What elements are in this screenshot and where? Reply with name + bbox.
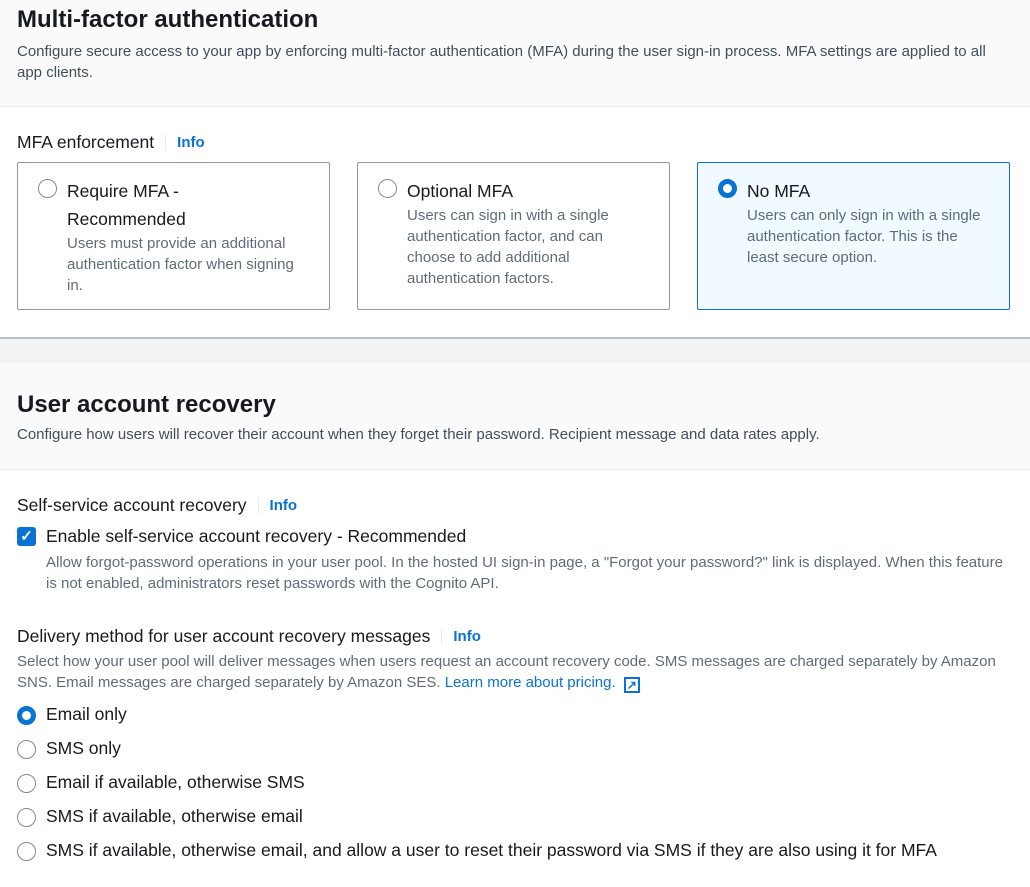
- option-title: No MFA: [747, 181, 811, 201]
- self-service-label: Self-service account recovery: [17, 495, 247, 515]
- delivery-label-row: [17, 626, 1013, 647]
- delivery-option[interactable]: [17, 697, 1013, 731]
- delivery-option[interactable]: [17, 731, 1013, 765]
- mfa-description: Configure secure access to your app by enforcing multi-factor authentication (MFA) during the user sign-in process. MFA settings are applied to all app clients.: [17, 43, 986, 81]
- radio-button[interactable]: [17, 774, 36, 793]
- radio-button[interactable]: [378, 179, 397, 198]
- external-link-icon[interactable]: ↗: [624, 677, 640, 693]
- option-description: Users can only sign in with a single authentication factor. This is the least secure option.: [747, 207, 981, 266]
- option-label: Email only: [46, 703, 127, 724]
- self-service-info-link[interactable]: Info: [258, 497, 298, 514]
- delivery-description: [17, 651, 1013, 693]
- recovery-section: [0, 470, 1030, 867]
- pricing-link[interactable]: Learn more about pricing.: [444, 674, 616, 691]
- self-service-label-row: [17, 495, 1013, 516]
- recovery-title: User account recovery: [17, 391, 276, 418]
- mfa-option-none[interactable]: [697, 162, 1010, 310]
- mfa-info-link[interactable]: Info: [165, 134, 205, 151]
- radio-button[interactable]: [17, 842, 36, 861]
- radio-button-selected[interactable]: [718, 179, 737, 198]
- mfa-option-optional[interactable]: [357, 162, 670, 310]
- delivery-label: Delivery method for user account recovery messages: [17, 626, 431, 646]
- option-description: Users must provide an additional authentication factor when signing in.: [67, 235, 294, 294]
- mfa-title: Multi-factor authentication: [17, 6, 319, 33]
- enable-recovery-checkbox-row[interactable]: [17, 520, 1013, 552]
- delivery-option[interactable]: [17, 765, 1013, 799]
- delivery-option[interactable]: [17, 833, 1013, 867]
- enable-recovery-description: Allow forgot-password operations in your user pool. In the hosted UI sign-in page, a "Forgot your password?" link is displayed. When this feature is not enabled, administrators reset passwords with the Cognito API.: [46, 554, 1003, 592]
- mfa-header: [0, 0, 1030, 107]
- delivery-info-link[interactable]: Info: [441, 628, 481, 645]
- radio-button-selected[interactable]: [17, 706, 36, 725]
- radio-button[interactable]: [38, 179, 57, 198]
- radio-button[interactable]: [17, 740, 36, 759]
- option-title: Optional MFA: [407, 181, 514, 201]
- delivery-option[interactable]: [17, 799, 1013, 833]
- mfa-enforcement-label-row: [17, 132, 1013, 153]
- section-divider: [0, 337, 1030, 363]
- option-label: SMS if available, otherwise email, and allow a user to reset their password via SMS if they are also using it for MFA: [46, 839, 937, 860]
- delivery-description-text: Select how your user pool will deliver messages when users request an account recovery code. SMS messages are charged separately by Amazon SNS. Email messages are charged separately by Amazon SES.: [17, 653, 996, 691]
- mfa-enforcement-section: [0, 107, 1030, 337]
- option-title: Require MFA - Recommended: [67, 181, 186, 229]
- checkbox-checked-icon[interactable]: ✓: [17, 527, 36, 546]
- option-label: Email if available, otherwise SMS: [46, 771, 305, 792]
- option-label: SMS only: [46, 737, 121, 758]
- mfa-enforcement-label: MFA enforcement: [17, 132, 155, 152]
- mfa-option-require[interactable]: [17, 162, 330, 310]
- radio-button[interactable]: [17, 808, 36, 827]
- enable-recovery-label: Enable self-service account recovery - Recommended: [46, 525, 467, 546]
- option-label: SMS if available, otherwise email: [46, 805, 303, 826]
- option-description: Users can sign in with a single authentication factor, and can choose to add additional authentication factors.: [407, 207, 609, 287]
- recovery-header: [0, 363, 1030, 470]
- delivery-options: [17, 697, 1013, 867]
- recovery-description: Configure how users will recover their account when they forget their password. Recipient message and data rates apply.: [17, 426, 820, 443]
